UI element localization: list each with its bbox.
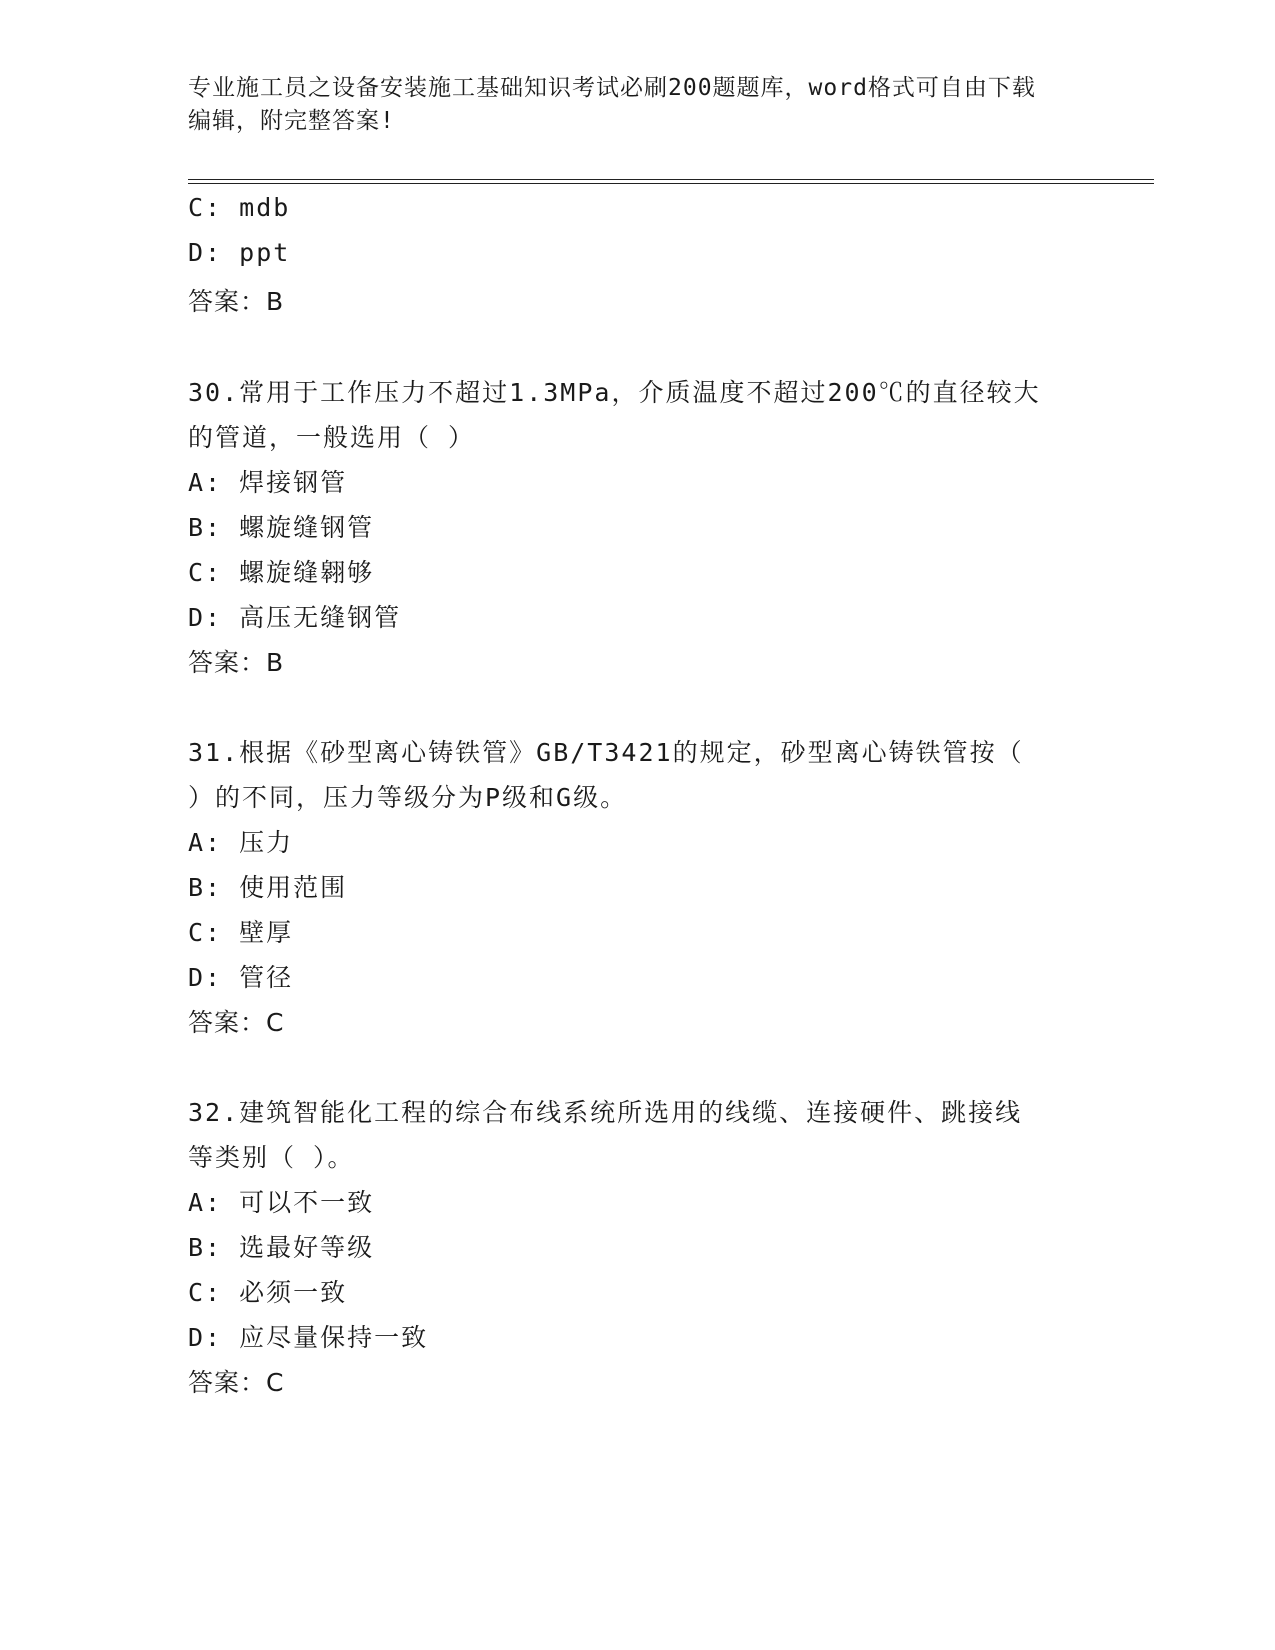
header-divider-bottom [188, 183, 1154, 184]
option-line: D: 高压无缝钢管 [188, 603, 402, 632]
question-line: 的管道，一般选用（ ） [188, 423, 476, 452]
option-line: C: 螺旋缝翱够 [188, 558, 375, 587]
option-line: D: 应尽量保持一致 [188, 1323, 429, 1352]
option-line: A: 焊接钢管 [188, 468, 348, 497]
question-line: 等类别（ ）。 [188, 1143, 355, 1172]
answer-line: 答案：B [188, 648, 285, 677]
question-line: 32.建筑智能化工程的综合布线系统所选用的线缆、连接硬件、跳接线 [188, 1098, 1023, 1127]
option-line: A: 压力 [188, 828, 294, 857]
option-line: B: 使用范围 [188, 873, 348, 902]
option-line: D: 管径 [188, 963, 294, 992]
header-divider-top [188, 179, 1154, 180]
document-header [188, 72, 1088, 138]
answer-line: 答案：B [188, 287, 285, 316]
header-line-2: 编辑，附完整答案! [188, 108, 395, 134]
option-line: B: 选最好等级 [188, 1233, 375, 1262]
option-line: D: ppt [188, 238, 291, 267]
answer-line: 答案：C [188, 1368, 285, 1397]
answer-line: 答案：C [188, 1008, 285, 1037]
option-line: B: 螺旋缝钢管 [188, 513, 375, 542]
question-line: 30.常用于工作压力不超过1.3MPa，介质温度不超过200℃的直径较大 [188, 378, 1041, 407]
option-line: C: 必须一致 [188, 1278, 348, 1307]
option-line: C: mdb [188, 193, 291, 222]
option-line: A: 可以不一致 [188, 1188, 375, 1217]
question-line: ）的不同，压力等级分为P级和G级。 [188, 783, 628, 812]
option-line: C: 壁厚 [188, 918, 294, 947]
question-line: 31.根据《砂型离心铸铁管》GB/T3421的规定，砂型离心铸铁管按（ [188, 738, 1024, 767]
header-line-1: 专业施工员之设备安装施工基础知识考试必刷200题题库，word格式可自由下载 [188, 75, 1036, 101]
